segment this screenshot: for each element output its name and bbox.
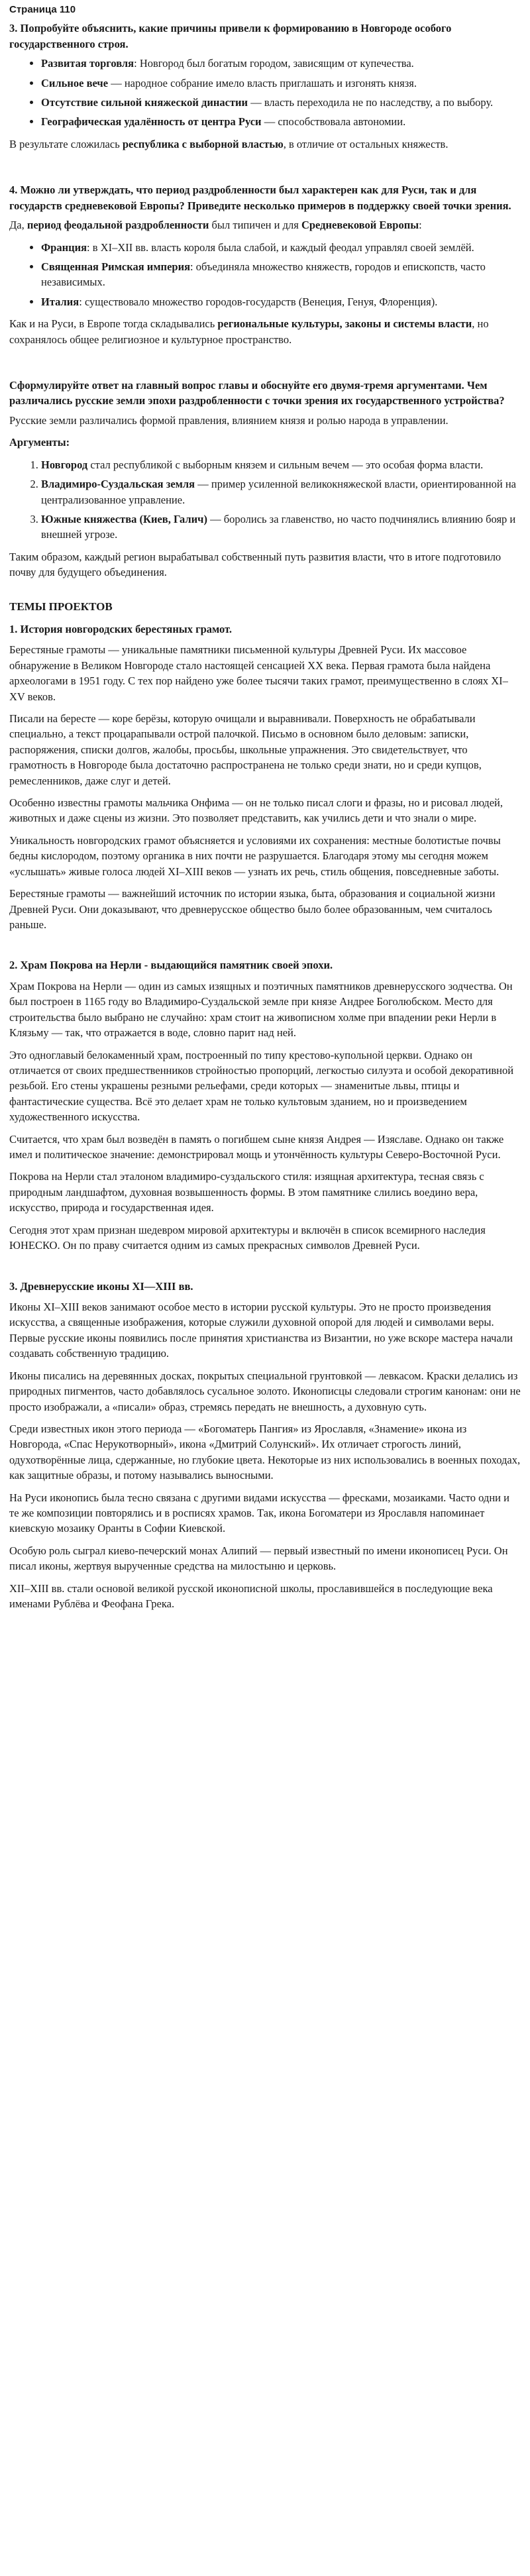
- paragraph: Сегодня этот храм признан шедевром мировой архитектуры и включён в список всемирного наследия ЮНЕСКО. Он по праву считается одним из самых прекрасных символов Древней Руси.: [9, 1223, 486, 1252]
- paragraph: Покрова на Нерли стал эталоном владимиро-суздальского стиля: изящная архитектура, тесная связь с природным ландшафтом, духовная возвышенность формы. В этом памятнике слились воедино вера, искусство, природа и государственная идея.: [9, 1170, 484, 1214]
- paragraph: Считается, что храм был возведён в память о погибшем сыне князя Андрея — Изяславе. Однако он также имел и политическое значение: демонстрировал мощь и утончённость культуры Северо-Восточной Руси.: [9, 1132, 504, 1161]
- topic-2-title: 2. Храм Покрова на Нерли - выдающийся памятник своей эпохи.: [9, 959, 333, 972]
- main-question-answer: Русские земли различались формой правления, влиянием князя и ролью народа в управлении.: [9, 413, 449, 427]
- list-item: • Священная Римская империя: объединяла множество княжеств, городов и епископств, часто независимых.: [41, 259, 521, 290]
- list-item: 3. Южные княжества (Киев, Галич) — боролись за главенство, но часто подчинялись влиянию бояр и внешней угрозе.: [41, 511, 521, 543]
- question-3-title: 3. Попробуйте объяснить, какие причины привели к формированию в Новгороде особого государственного строя.: [9, 22, 452, 50]
- list-item: • Географическая удалённость от центра Руси — способствовала автономии.: [41, 114, 521, 129]
- paragraph: Уникальность новгородских грамот объясняется и условиями их сохранения: местные болотистые почвы бедны кислородом, поэтому органика в них почти не разрушается. Благодаря этому мы сегодня можем «услышать» живые голоса людей XI–XIII веков — узнать их речь, стиль общения, повседневные заботы.: [9, 833, 501, 878]
- paragraph: Среди известных икон этого периода — «Богоматерь Пангия» из Ярославля, «Знамение» икона из Новгорода, «Спас Нерукотворный», икона «Дмитрий Солунский». Их отличает строгость линий, одухотворённые лица, сдержанные, но глубокие цвета. Некоторые из них использовались в военных походах, как защитные образы, и потому назывались выносными.: [9, 1422, 521, 1482]
- question-4-conclusion: Как и на Руси, в Европе тогда складывались региональные культуры, законы и системы власти, но сохранялось общее религиозное и культурное пространство.: [9, 317, 489, 346]
- question-4-list: [9, 240, 521, 310]
- topics-heading: ТЕМЫ ПРОЕКТОВ: [9, 600, 113, 613]
- arguments-list: [9, 457, 521, 543]
- paragraph: Особую роль сыграл киево-печерский монах Алипий — первый известный по имени иконописец Руси. Он писал иконы, жертвуя вырученные средства на милостыню и церковь.: [9, 1544, 508, 1573]
- main-question-title: Сформулируйте ответ на главный вопрос главы и обоснуйте его двумя-тремя аргументами. Чем различались русские земли эпохи раздробленности с точки зрения их государственного устройства?: [9, 379, 505, 407]
- paragraph: Писали на бересте — коре берёзы, которую очищали и выравнивали. Поверхность не обрабатывали специально, а текст процарапывали острой палочкой. Письмо в основном было деловым: записки, распоряжения, списки долгов, жалобы, просьбы, школьные упражнения. Это свидетельствует, что грамотность в Новгороде была достаточно распространена не только среди знати, но и среди купцов, ремесленников, даже слуг и детей.: [9, 712, 482, 787]
- paragraph: Берестяные грамоты — уникальные памятники письменной культуры Древней Руси. Их массовое обнаружение в Великом Новгороде стало настоящей сенсацией XX века. Первая грамота была найдена археологами в 1951 году. С тех пор найдено уже более тысячи таких грамот, преимущественно в слоях XI–XV веков.: [9, 643, 508, 703]
- paragraph: Особенно известны грамоты мальчика Онфима — он не только писал слоги и фразы, но и рисовал людей, животных и даже сцены из жизни. Это позволяет представить, как учились дети и что знали о мире.: [9, 796, 503, 825]
- list-item: • Развитая торговля: Новгород был богатым городом, зависящим от купечества.: [41, 56, 521, 71]
- question-4-title: 4. Можно ли утверждать, что период раздробленности был характерен как для Руси, так и для государств средневековой Европы? Приведите несколько примеров в поддержку своей точки зрения.: [9, 184, 511, 212]
- arguments-label: Аргументы:: [9, 436, 70, 449]
- list-item: • Италия: существовало множество городов-государств (Венеция, Генуя, Флоренция).: [41, 294, 521, 309]
- page-label: Страница 110: [9, 4, 76, 15]
- list-item: • Отсутствие сильной княжеской династии — власть переходила не по наследству, а по выбору.: [41, 95, 521, 110]
- topic-3-title: 3. Древнерусские иконы XI—XIII вв.: [9, 1279, 193, 1293]
- question-3-list: [9, 56, 521, 130]
- paragraph: Иконы писались на деревянных досках, покрытых специальной грунтовкой — левкасом. Краски делались из природных пигментов, часто добавлялось сусальное золото. Иконописцы следовали строгим канонам: они не просто изображали, а «писали» образ, стремясь передать не внешность, а духовную суть.: [9, 1369, 521, 1413]
- question-4-intro: Да, период феодальной раздробленности был типичен и для Средневековой Европы:: [9, 219, 422, 232]
- paragraph: На Руси иконопись была тесно связана с другими видами искусства — фресками, мозаиками. Часто одни и те же композиции повторялись и в росписях храмов. Так, икона Богоматери из Ярославля напоминает киевскую мозаику Оранты в Софии Киевской.: [9, 1491, 509, 1535]
- question-3-conclusion: В результате сложилась республика с выборной властью, в отличие от остальных княжеств.: [9, 137, 449, 150]
- list-item: 2. Владимиро-Суздальская земля — пример усиленной великокняжеской власти, ориентированной на централизованное управление.: [41, 476, 521, 508]
- topic-1-title: 1. История новгородских берестяных грамот.: [9, 622, 233, 635]
- paragraph: Иконы XI–XIII веков занимают особое место в истории русской культуры. Это не просто произведения искусства, а священные изображения, которые служили духовной опорой для людей и символами веры. Первые русские иконы появились после принятия христианства из Византии, но уже вскоре мастера начали создавать собственную традицию.: [9, 1301, 513, 1360]
- main-question-conclusion: Таким образом, каждый регион вырабатывал собственный путь развития власти, что в итоге подготовило почву для будущего объединения.: [9, 550, 502, 579]
- paragraph: XII–XIII вв. стали основой великой русской иконописной школы, прославившейся в последующие века именами Рублёва и Феофана Грека.: [9, 1582, 493, 1611]
- paragraph: Храм Покрова на Нерли — один из самых изящных и поэтичных памятников древнерусского зодчества. Он был построен в 1165 году во Владимиро-Суздальской земле при князе Андрее Боголюбском. Место для строительства было выбрано не случайно: храм стоит на живописном холме при впадении реки Нерли в Клязьму — так, что отражается в воде, словно парит над ней.: [9, 979, 513, 1040]
- paragraph: Берестяные грамоты — важнейший источник по истории языка, быта, образования и социальной жизни Древней Руси. Они доказывают, что древнерусское общество было более образованным, чем считалось раньше.: [9, 887, 496, 931]
- paragraph: Это одноглавый белокаменный храм, построенный по типу крестово-купольной церкви. Однако он отличается от своих предшественников стройностью пропорций, легкостью силуэта и особой декоративной резьбой. Его стены украшены резными рельефами, среди которых — знаменитые львы, птицы и фантастические существа. Всё это делает храм не только культовым зданием, но и произведением художественного искусства.: [9, 1048, 514, 1124]
- list-item: • Сильное вече — народное собрание имело власть приглашать и изгонять князя.: [41, 76, 521, 91]
- list-item: • Франция: в XI–XII вв. власть короля была слабой, и каждый феодал управлял своей землёй.: [41, 240, 521, 255]
- list-item: 1. Новгород стал республикой с выборным князем и сильным вечем — это особая форма власти.: [41, 457, 521, 472]
